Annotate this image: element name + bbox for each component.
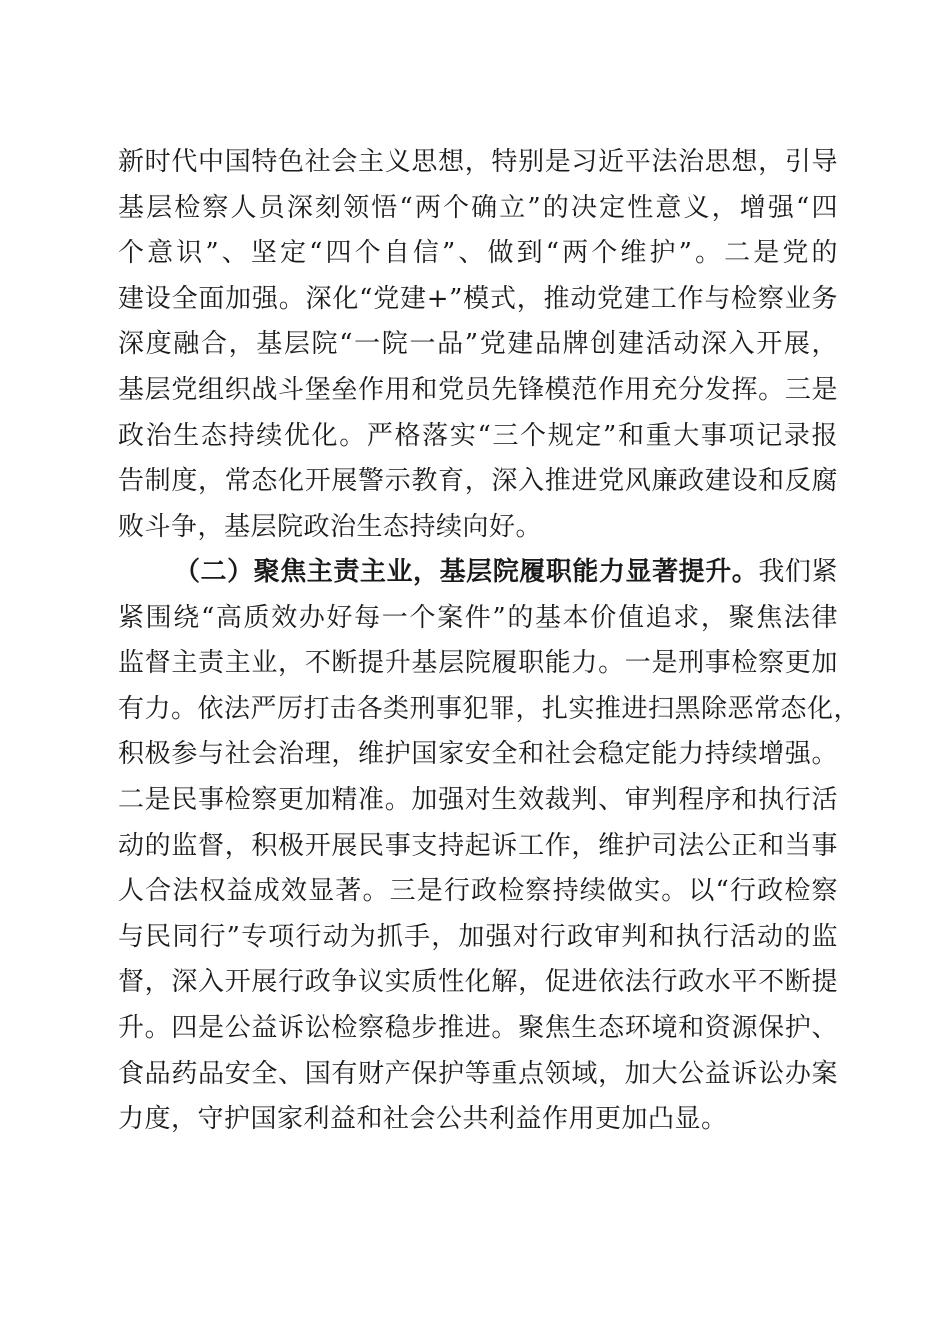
paragraph-political-building (118, 140, 838, 550)
text-line: 督，深入开展行政争议实质性化解，促进依法行政水平不断提 (118, 967, 838, 998)
text-line: 败斗争，基层院政治生态持续向好。 (118, 511, 543, 542)
section-heading: （二）聚焦主责主业，基层院履职能力显著提升。 (174, 557, 759, 587)
text-line: 基层党组织战斗堡垒作用和党员先锋模范作用充分发挥。三是 (118, 374, 838, 405)
text-line: 深度融合，基层院“一院一品”党建品牌创建活动深入开展， (118, 329, 838, 360)
text-line: 积极参与社会治理，维护国家安全和社会稳定能力持续增强。 (118, 739, 838, 770)
text-line: 基层检察人员深刻领悟“两个确立”的决定性意义，增强“四 (118, 192, 838, 223)
text-line: 告制度，常态化开展警示教育，深入推进党风廉政建设和反腐 (118, 466, 838, 497)
text-line: 新时代中国特色社会主义思想，特别是习近平法治思想，引导 (118, 147, 838, 177)
text-line: 力度，守护国家利益和社会公共利益作用更加凸显。 (118, 1104, 728, 1135)
text-line: 建设全面加强。深化“党建+”模式，推动党建工作与检察业务 (118, 283, 838, 314)
text-line: 政治生态持续优化。严格落实“三个规定”和重大事项记录报 (118, 420, 838, 451)
paragraph-main-duty (118, 550, 861, 1143)
text-line: 个意识”、坚定“四个自信”、做到“两个维护”。二是党的 (118, 238, 838, 269)
text-line-with-heading (118, 550, 838, 596)
text-line: 有力。依法严厉打击各类刑事犯罪，扎实推进扫黑除恶常态化， (118, 693, 861, 724)
text-line: 人合法权益成效显著。三是行政检察持续做实。以“行政检察 (118, 876, 838, 907)
text-line: 升。四是公益诉讼检察稳步推进。聚焦生态环境和资源保护、 (118, 1012, 838, 1043)
text-line: 与民同行”专项行动为抓手，加强对行政审判和执行活动的监 (118, 921, 838, 952)
text-line: 二是民事检察更加精准。加强对生效裁判、审判程序和执行活 (118, 784, 838, 815)
text-line: 食品药品安全、国有财产保护等重点领域，加大公益诉讼办案 (118, 1058, 838, 1089)
text-line-rest: 我们紧 (758, 557, 838, 587)
text-line: 紧围绕“高质效办好每一个案件”的基本价值追求，聚焦法律 (118, 602, 838, 633)
text-line: 动的监督，积极开展民事支持起诉工作，维护司法公正和当事 (118, 830, 838, 861)
text-line: 监督主责主业，不断提升基层院履职能力。一是刑事检察更加 (118, 648, 838, 679)
